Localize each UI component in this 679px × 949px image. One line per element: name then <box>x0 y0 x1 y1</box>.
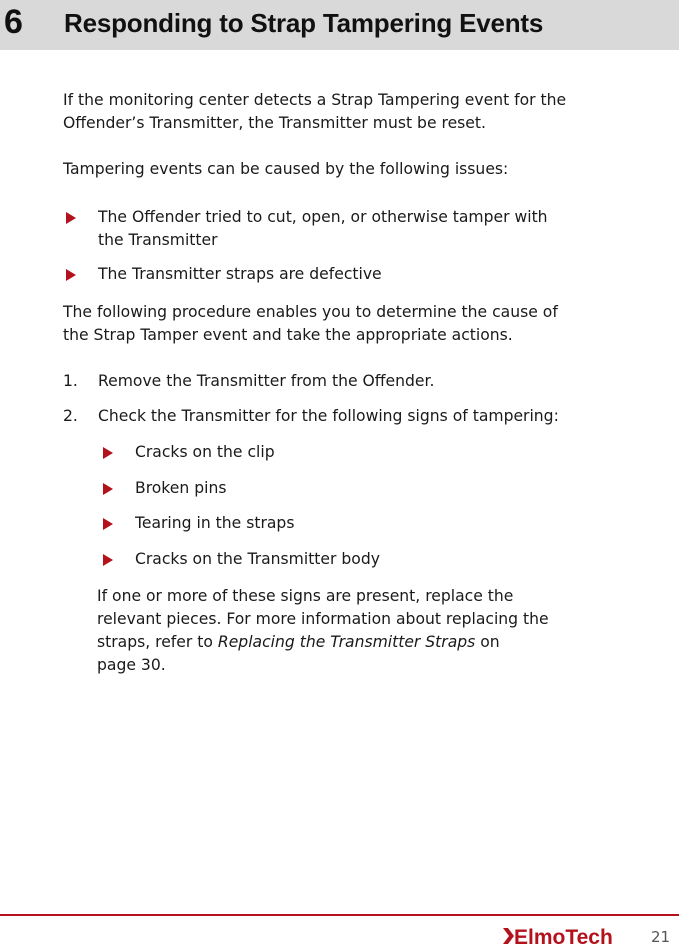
svg-text:ElmoTech: ElmoTech <box>514 926 613 949</box>
cause-item-1-line-2: the Transmitter <box>98 231 218 249</box>
chapter-title: Responding to Strap Tampering Events <box>64 8 544 38</box>
step-1-text: Remove the Transmitter from the Offender. <box>98 372 435 390</box>
cause-item-2: The Transmitter straps are defective <box>98 265 382 283</box>
bullet-arrow-icon <box>66 212 76 224</box>
step-2-text: Check the Transmitter for the following signs of tampering: <box>98 407 559 425</box>
bullet-arrow-icon <box>103 483 113 495</box>
chapter-header <box>0 0 679 50</box>
intro-paragraph-line-2: Offender’s Transmitter, the Transmitter must be reset. <box>63 114 486 132</box>
sign-item: Cracks on the clip <box>135 443 275 461</box>
sign-item: Broken pins <box>135 479 227 497</box>
note-line-3: straps, refer to Replacing the Transmitter Straps on <box>97 633 500 651</box>
sign-item: Cracks on the Transmitter body <box>135 550 380 568</box>
cross-reference-link[interactable]: Replacing the Transmitter Straps <box>217 633 476 651</box>
bullet-arrow-icon <box>66 269 76 281</box>
note-line-4: page 30. <box>97 656 166 674</box>
note-line-1: If one or more of these signs are present, replace the <box>97 587 514 605</box>
step-number: 2. <box>63 407 78 425</box>
procedure-intro-line-1: The following procedure enables you to determine the cause of <box>63 303 558 321</box>
page-number: 21 <box>651 928 671 946</box>
chapter-number: 6 <box>4 3 23 41</box>
procedure-intro-line-2: the Strap Tamper event and take the appropriate actions. <box>63 326 513 344</box>
note-line-2: relevant pieces. For more information about replacing the <box>97 610 549 628</box>
step-number: 1. <box>63 372 78 390</box>
elmotech-logo <box>500 923 640 949</box>
bullet-arrow-icon <box>103 554 113 566</box>
causes-intro: Tampering events can be caused by the following issues: <box>63 160 509 178</box>
cause-item-1-line-1: The Offender tried to cut, open, or otherwise tamper with <box>98 208 548 226</box>
footer-divider <box>0 914 679 916</box>
bullet-arrow-icon <box>103 447 113 459</box>
intro-paragraph-line-1: If the monitoring center detects a Strap Tampering event for the <box>63 91 567 109</box>
sign-item: Tearing in the straps <box>135 514 295 532</box>
bullet-arrow-icon <box>103 518 113 530</box>
